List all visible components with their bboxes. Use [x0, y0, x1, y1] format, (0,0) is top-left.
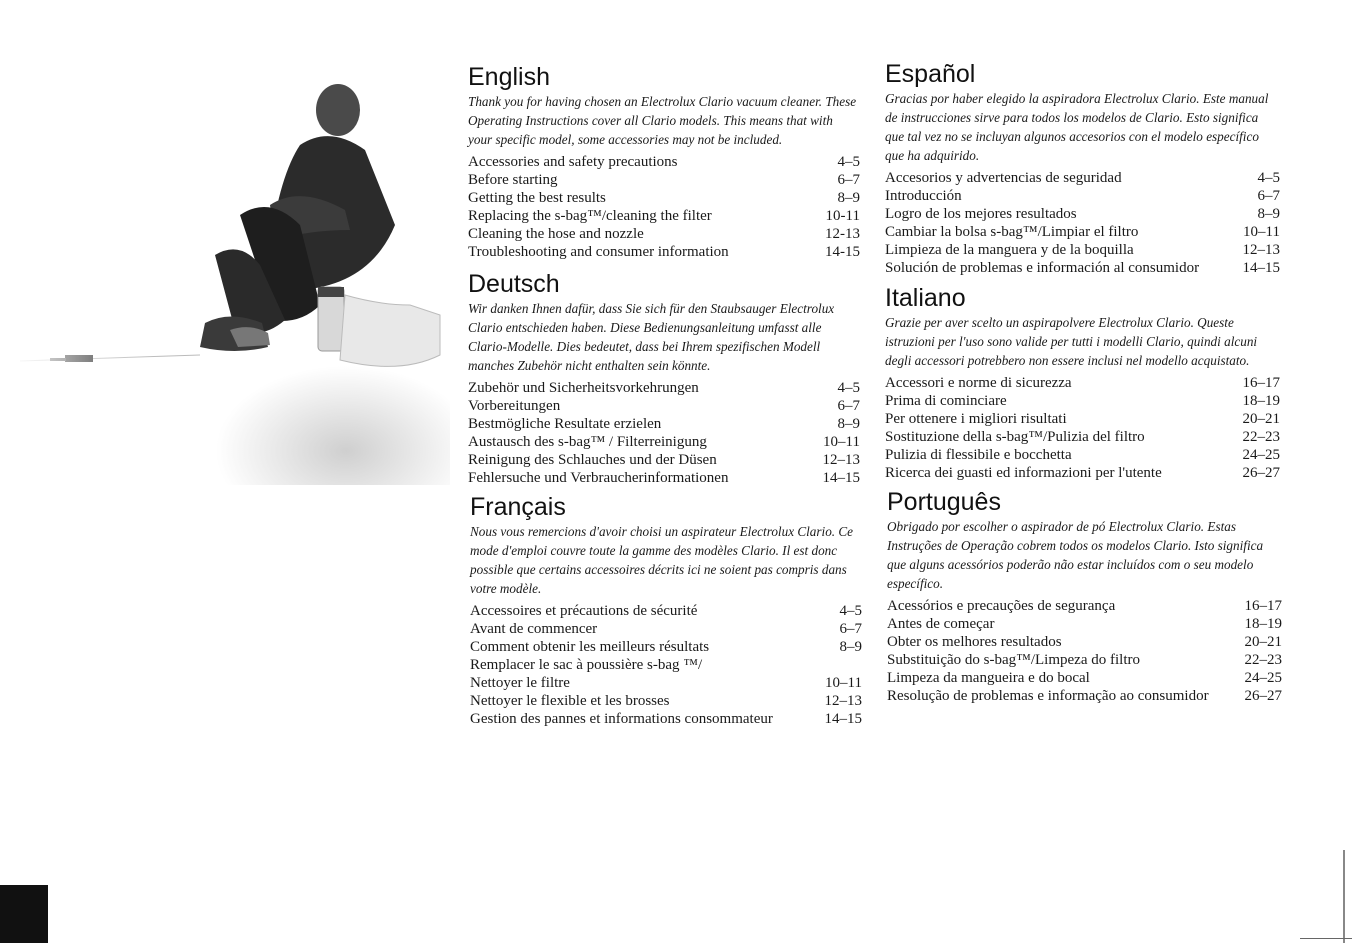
toc-pages: 16–17 [1244, 598, 1282, 614]
toc-item[interactable] [887, 597, 1282, 615]
toc-pages: 6–7 [1257, 188, 1280, 204]
toc-label: Introducción [885, 188, 962, 204]
toc-label: Prima di cominciare [885, 393, 1007, 409]
toc-item[interactable] [468, 379, 860, 397]
toc-label: Cleaning the hose and nozzle [468, 226, 644, 242]
toc-item[interactable] [887, 669, 1282, 687]
toc-pages: 8–9 [839, 639, 862, 655]
corner-mark [1300, 938, 1352, 939]
toc-item[interactable] [468, 225, 860, 243]
toc-list [468, 153, 860, 261]
toc-pages: 14-15 [825, 244, 860, 260]
toc-item[interactable] [885, 428, 1280, 446]
toc-label: Per ottenere i migliori risultati [885, 411, 1067, 427]
toc-label: Accessories and safety precautions [468, 154, 678, 170]
toc-item[interactable] [468, 153, 860, 171]
toc-label: Avant de commencer [470, 621, 598, 637]
toc-pages: 12–13 [1242, 242, 1280, 258]
section-english [468, 63, 860, 261]
toc-pages: 16–17 [1242, 375, 1280, 391]
toc-label: Cambiar la bolsa s-bag™/Limpiar el filtro [885, 224, 1139, 240]
toc-label: Zubehör und Sicherheitsvorkehrungen [468, 380, 699, 396]
toc-pages: 6–7 [837, 172, 860, 188]
toc-item[interactable] [468, 243, 860, 261]
toc-item[interactable] [885, 169, 1280, 187]
toc-item[interactable] [885, 392, 1280, 410]
toc-pages: 14–15 [822, 470, 860, 486]
toc-pages: 18–19 [1242, 393, 1280, 409]
toc-label: Before starting [468, 172, 558, 188]
toc-label: Reinigung des Schlauches und der Düsen [468, 452, 717, 468]
section-intro: Grazie per aver scelto un aspirapolvere Electrolux Clario. Queste istruzioni per l'uso sono valide per tutti i modelli Clario, quindi alcuni degli accessori potrebbero non essere inclusi nel modello acquistato. [885, 315, 1258, 368]
toc-item[interactable] [885, 205, 1280, 223]
toc-item[interactable] [885, 187, 1280, 205]
toc-item[interactable] [468, 415, 860, 433]
toc-label: Bestmögliche Resultate erzielen [468, 416, 662, 432]
toc-item[interactable] [885, 410, 1280, 428]
toc-item[interactable] [468, 397, 860, 415]
person-sitting-photo [0, 55, 455, 495]
toc-item[interactable] [887, 651, 1282, 669]
toc-pages: 22–23 [1242, 429, 1280, 445]
section-intro: Thank you for having chosen an Electrolux Clario vacuum cleaner. These Operating Instructions cover all Clario models. This means that with your specific model, some accessories may not be included. [468, 94, 857, 147]
section-title: English [468, 63, 550, 91]
toc-item[interactable] [470, 620, 862, 638]
toc-pages: 10–11 [825, 675, 862, 691]
section-title: Español [885, 60, 976, 88]
toc-pages: 20–21 [1242, 411, 1280, 427]
section-francais [470, 493, 862, 728]
toc-item[interactable] [885, 446, 1280, 464]
toc-label: Pulizia di flessibile e bocchetta [885, 447, 1072, 463]
toc-pages: 24–25 [1242, 447, 1280, 463]
toc-item[interactable] [470, 602, 862, 620]
toc-pages: 8–9 [1257, 206, 1280, 222]
toc-item[interactable] [470, 638, 862, 656]
section-portugues [887, 488, 1282, 705]
black-corner-tab [0, 885, 48, 943]
toc-label: Nettoyer le flexible et les brosses [470, 693, 670, 709]
toc-pages: 6–7 [839, 621, 862, 637]
toc-label: Replacing the s-bag™/cleaning the filter [468, 208, 712, 224]
toc-pages: 18–19 [1244, 616, 1282, 632]
toc-label: Accessori e norme di sicurezza [885, 375, 1072, 391]
section-title: Italiano [885, 284, 966, 312]
toc-pages: 8–9 [837, 190, 860, 206]
toc-label: Sostituzione della s-bag™/Pulizia del filtro [885, 429, 1145, 445]
toc-item[interactable] [885, 223, 1280, 241]
toc-label: Comment obtenir les meilleurs résultats [470, 639, 710, 655]
toc-pages: 8–9 [837, 416, 860, 432]
section-italiano [885, 284, 1280, 482]
toc-list [885, 169, 1280, 277]
toc-pages: 4–5 [837, 154, 860, 170]
toc-item[interactable] [887, 633, 1282, 651]
toc-label: Resolução de problemas e informação ao consumidor [887, 688, 1209, 704]
toc-item[interactable] [468, 469, 860, 487]
section-intro: Obrigado por escolher o aspirador de pó Electrolux Clario. Estas Instruções de Operação cobrem todos os modelos Clario. Isto significa que alguns acessórios poderão não estar incluídos com o seu modelo específico. [887, 519, 1264, 591]
toc-pages: 22–23 [1244, 652, 1282, 668]
toc-item[interactable] [468, 451, 860, 469]
toc-item[interactable] [885, 241, 1280, 259]
toc-label: Remplacer le sac à poussière s-bag ™/ [470, 657, 703, 673]
section-title: Français [470, 493, 566, 521]
toc-label: Nettoyer le filtre [470, 675, 570, 691]
toc-pages: 4–5 [1257, 170, 1280, 186]
toc-label: Obter os melhores resultados [887, 634, 1062, 650]
toc-pages: 26–27 [1244, 688, 1282, 704]
toc-label: Getting the best results [468, 190, 606, 206]
toc-label: Logro de los mejores resultados [885, 206, 1077, 222]
toc-pages: 12–13 [824, 693, 862, 709]
toc-item[interactable] [887, 687, 1282, 705]
toc-list [468, 379, 860, 487]
section-title: Deutsch [468, 270, 560, 298]
toc-item[interactable] [470, 674, 862, 692]
toc-pages: 4–5 [839, 603, 862, 619]
toc-label: Limpieza de la manguera y de la boquilla [885, 242, 1134, 258]
toc-label: Solución de problemas e información al consumidor [885, 260, 1200, 276]
toc-label: Fehlersuche und Verbraucherinformationen [468, 470, 729, 486]
section-espanol [885, 60, 1280, 277]
toc-item[interactable] [470, 656, 862, 674]
toc-item[interactable] [468, 189, 860, 207]
toc-pages: 10-11 [825, 208, 860, 224]
toc-pages: 14–15 [1242, 260, 1280, 276]
toc-pages: 26–27 [1242, 465, 1280, 481]
toc-item[interactable] [468, 207, 860, 225]
toc-label: Limpeza da mangueira e do bocal [887, 670, 1090, 686]
toc-item[interactable] [470, 710, 862, 728]
toc-label: Austausch des s-bag™ / Filterreinigung [468, 434, 707, 450]
section-deutsch [468, 270, 860, 487]
toc-item[interactable] [885, 374, 1280, 392]
toc-pages: 24–25 [1244, 670, 1282, 686]
toc-label: Troubleshooting and consumer information [468, 244, 729, 260]
section-intro: Gracias por haber elegido la aspiradora Electrolux Clario. Este manual de instrucciones sirve para todos los modelos de Clario. Esto significa que tal vez no se incluyan algunos accesorios con el modelo específico que ha adquirido. [885, 91, 1269, 163]
section-intro: Nous vous remercions d'avoir choisi un aspirateur Electrolux Clario. Ce mode d'emploi couvre toute la gamme des modèles Clario. Il est donc possible que certains accessoires décrits ici ne soient pas compris dans votre modèle. [470, 524, 854, 596]
toc-item[interactable] [470, 692, 862, 710]
toc-pages: 10–11 [1243, 224, 1280, 240]
toc-pages: 6–7 [837, 398, 860, 414]
toc-label: Substituição do s-bag™/Limpeza do filtro [887, 652, 1140, 668]
toc-pages: 4–5 [837, 380, 860, 396]
toc-pages: 10–11 [823, 434, 860, 450]
toc-label: Accessoires et précautions de sécurité [470, 603, 698, 619]
toc-item[interactable] [885, 464, 1280, 482]
section-intro: Wir danken Ihnen dafür, dass Sie sich für den Staubsauger Electrolux Clario entschieden haben. Diese Bedienungsanleitung umfasst alle Clario-Modelle. Dies bedeutet, dass bei Ihrem spezifischen Modell manches Zubehör nicht enthalten sein könnte. [468, 301, 835, 373]
toc-pages: 14–15 [824, 711, 862, 727]
toc-item[interactable] [468, 433, 860, 451]
toc-item[interactable] [468, 171, 860, 189]
toc-item[interactable] [887, 615, 1282, 633]
toc-label: Acessórios e precauções de segurança [887, 598, 1116, 614]
toc-label: Antes de começar [887, 616, 995, 632]
toc-pages: 12–13 [822, 452, 860, 468]
section-title: Português [887, 488, 1001, 516]
toc-item[interactable] [885, 259, 1280, 277]
toc-pages: 12-13 [825, 226, 860, 242]
toc-label: Ricerca dei guasti ed informazioni per l'utente [885, 465, 1162, 481]
toc-label: Accesorios y advertencias de seguridad [885, 170, 1122, 186]
toc-list [470, 602, 862, 728]
page-edge-line [1343, 850, 1345, 943]
toc-list [885, 374, 1280, 482]
toc-list [887, 597, 1282, 705]
toc-label: Vorbereitungen [468, 398, 561, 414]
toc-pages: 20–21 [1244, 634, 1282, 650]
toc-label: Gestion des pannes et informations consommateur [470, 711, 773, 727]
